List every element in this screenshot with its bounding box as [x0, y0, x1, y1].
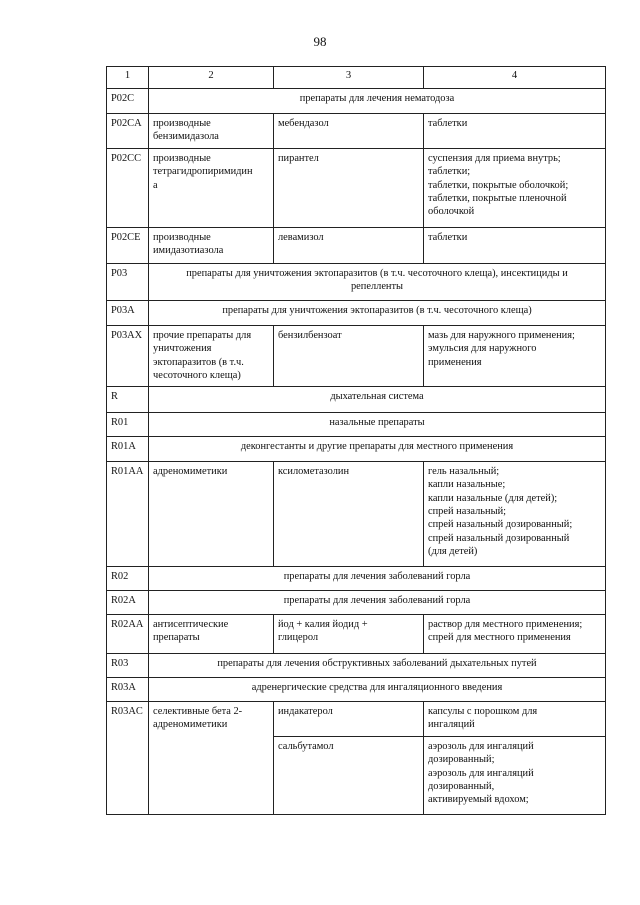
- section-title: [149, 437, 606, 462]
- drug-group-line: уничтожения: [153, 343, 212, 355]
- drug-name: [274, 114, 424, 149]
- section-title: [149, 591, 606, 615]
- section-title: [149, 567, 606, 591]
- drug-name-line: йод + калия йодид +: [278, 619, 368, 630]
- dosage-forms: [424, 149, 606, 228]
- dosage-forms: [424, 615, 606, 654]
- table-header-row: [107, 67, 606, 89]
- section-row: [107, 654, 606, 678]
- section-title-line: препараты для лечения обструктивных заболеваний дыхательных путей: [217, 658, 537, 669]
- drug-group: [149, 326, 274, 387]
- dosage-forms-line: капсулы с порошком для: [428, 706, 538, 717]
- drug-group-line: производные: [153, 118, 211, 129]
- atc-code-line: P02CA: [111, 118, 142, 129]
- drug-name-line: мебендазол: [278, 118, 329, 129]
- drug-name: [274, 326, 424, 387]
- section-row: [107, 264, 606, 301]
- dosage-forms-line: спрей назальный дозированный;: [428, 519, 573, 531]
- dosage-forms-line: гель назальный;: [428, 466, 500, 477]
- section-title: [149, 413, 606, 437]
- drug-name-line: левамизол: [278, 232, 324, 243]
- atc-code: [107, 228, 149, 264]
- section-title-line: назальные препараты: [329, 417, 425, 428]
- section-title-line: препараты для лечения нематодоза: [299, 93, 455, 104]
- drug-row: [107, 615, 606, 654]
- section-title-line: препараты для уничтожения эктопаразитов (в т.ч. чесоточного клеща), инсектициды и: [186, 268, 568, 279]
- atc-code: [107, 567, 149, 591]
- dosage-forms: [424, 326, 606, 387]
- atc-code-line: P02CC: [111, 153, 142, 164]
- drug-group: [149, 615, 274, 654]
- dosage-forms: [424, 228, 606, 264]
- drug-group-line: адреномиметики: [153, 719, 228, 731]
- dosage-forms-line: эмульсия для наружного: [428, 343, 537, 355]
- dosage-forms-line: применения: [428, 356, 482, 368]
- dosage-forms-line: таблетки: [428, 232, 468, 243]
- drug-group-line: селективные бета 2-: [153, 706, 243, 717]
- drug-group: [149, 702, 274, 815]
- section-row: [107, 89, 606, 114]
- atc-code-line: P02CE: [111, 232, 141, 243]
- page-number: 98: [313, 34, 327, 49]
- atc-code-line: R02: [111, 571, 129, 582]
- dosage-forms-line: спрей назальный дозированный: [428, 532, 570, 544]
- dosage-forms: [424, 462, 606, 567]
- section-title: [149, 89, 606, 114]
- drug-name-line: ксилометазолин: [278, 466, 350, 477]
- section-title: [149, 264, 606, 301]
- dosage-forms-line: аэрозоль для ингаляций: [428, 741, 534, 752]
- section-title: [149, 301, 606, 326]
- drug-name: [274, 615, 424, 654]
- drug-row: [107, 326, 606, 387]
- drug-row: [107, 228, 606, 264]
- drug-group-line: бензимидазола: [153, 131, 219, 143]
- dosage-forms-line: активируемый вдохом;: [428, 794, 529, 806]
- drug-name-line: сальбутамол: [278, 741, 334, 752]
- dosage-forms-line: таблетки, покрытые оболочкой;: [428, 179, 569, 191]
- drug-group-line: имидазотиазола: [153, 245, 224, 257]
- atc-code-line: R01A: [111, 441, 136, 452]
- section-title: [149, 678, 606, 702]
- drug-name-line: индакатерол: [278, 706, 333, 717]
- dosage-forms: [424, 737, 606, 815]
- atc-code-line: R01: [111, 417, 129, 428]
- drug-group-line: чесоточного клеща): [153, 369, 241, 381]
- drug-name: [274, 228, 424, 264]
- drug-name: [274, 149, 424, 228]
- column-header: 3: [274, 67, 424, 89]
- section-title-line: деконгестанты и другие препараты для местного применения: [240, 441, 514, 452]
- drug-name-line: бензилбензоат: [278, 330, 342, 341]
- drug-group-line: препараты: [153, 632, 200, 644]
- atc-code: [107, 678, 149, 702]
- drug-group-line: а: [153, 179, 158, 191]
- dosage-forms-line: дозированный,: [428, 780, 495, 792]
- column-header: 2: [149, 67, 274, 89]
- atc-code: [107, 437, 149, 462]
- dosage-forms-line: дозированный;: [428, 754, 495, 766]
- drug-row: [107, 702, 606, 737]
- section-row: [107, 567, 606, 591]
- drug-row: [107, 149, 606, 228]
- drug-group-line: прочие препараты для: [153, 330, 252, 341]
- drug-name-line: пирантел: [278, 153, 319, 164]
- atc-code: [107, 413, 149, 437]
- section-row: [107, 301, 606, 326]
- atc-code-line: R03: [111, 658, 129, 669]
- dosage-forms-line: раствор для местного применения;: [428, 619, 583, 630]
- dosage-forms-line: мазь для наружного применения;: [428, 330, 575, 341]
- drug-name: [274, 702, 424, 737]
- section-title: [149, 387, 606, 413]
- drug-group-line: адреномиметики: [153, 466, 228, 477]
- atc-code-line: R03A: [111, 682, 136, 693]
- section-title-line: репелленты: [350, 281, 404, 293]
- drug-name: [274, 737, 424, 815]
- drug-group-line: тетрагидропиримидин: [153, 166, 253, 178]
- atc-code: [107, 591, 149, 615]
- section-row: [107, 591, 606, 615]
- atc-code: [107, 114, 149, 149]
- dosage-forms-line: суспензия для приема внутрь;: [428, 153, 561, 164]
- atc-code-line: R02A: [111, 595, 136, 606]
- section-row: [107, 413, 606, 437]
- section-row: [107, 387, 606, 413]
- table-body: [107, 89, 606, 815]
- section-row: [107, 437, 606, 462]
- dosage-forms-line: спрей назальный;: [428, 505, 507, 517]
- dosage-forms-line: аэрозоль для ингаляций: [428, 767, 534, 779]
- atc-code: [107, 654, 149, 678]
- atc-code: [107, 702, 149, 815]
- atc-code: [107, 462, 149, 567]
- dosage-forms-line: оболочкой: [428, 206, 475, 218]
- medication-table: [106, 66, 606, 815]
- column-header: 1: [107, 67, 149, 89]
- drug-row: [107, 114, 606, 149]
- dosage-forms-line: ингаляций: [428, 719, 475, 731]
- dosage-forms-line: капли назальные;: [428, 479, 506, 491]
- section-title-line: препараты для лечения заболеваний горла: [283, 571, 471, 582]
- section-title-line: препараты для лечения заболеваний горла: [283, 595, 471, 606]
- atc-code-line: R03AC: [111, 706, 143, 717]
- drug-group: [149, 149, 274, 228]
- atc-code-line: R: [111, 391, 118, 402]
- atc-code: [107, 387, 149, 413]
- drug-row: [107, 462, 606, 567]
- drug-name: [274, 462, 424, 567]
- atc-code: [107, 89, 149, 114]
- atc-code-line: P03A: [111, 305, 135, 316]
- dosage-forms-line: капли назальные (для детей);: [428, 492, 558, 504]
- drug-group: [149, 228, 274, 264]
- atc-code-line: R01AA: [111, 466, 144, 477]
- section-title-line: адренергические средства для ингаляционного введения: [251, 682, 503, 693]
- atc-code: [107, 149, 149, 228]
- drug-group-line: эктопаразитов (в т.ч.: [153, 356, 244, 368]
- drug-name-line: глицерол: [278, 632, 319, 644]
- dosage-forms-line: спрей для местного применения: [428, 632, 571, 644]
- dosage-forms-line: таблетки: [428, 118, 468, 129]
- section-title-line: дыхательная система: [330, 391, 424, 402]
- atc-code-line: P03AX: [111, 330, 143, 341]
- atc-code-line: R02AA: [111, 619, 144, 630]
- column-header: 4: [424, 67, 606, 89]
- drug-group: [149, 462, 274, 567]
- atc-code-line: P03: [111, 268, 128, 279]
- dosage-forms-line: (для детей): [428, 545, 478, 557]
- atc-code: [107, 264, 149, 301]
- dosage-forms-line: таблетки, покрытые пленочной: [428, 192, 567, 204]
- dosage-forms: [424, 702, 606, 737]
- section-title-line: препараты для уничтожения эктопаразитов (в т.ч. чесоточного клеща): [222, 305, 532, 316]
- atc-code: [107, 326, 149, 387]
- drug-group-line: производные: [153, 153, 211, 164]
- drug-group: [149, 114, 274, 149]
- drug-group-line: производные: [153, 232, 211, 243]
- section-row: [107, 678, 606, 702]
- section-title: [149, 654, 606, 678]
- atc-code-line: P02C: [111, 93, 135, 104]
- atc-code: [107, 615, 149, 654]
- atc-code: [107, 301, 149, 326]
- dosage-forms-line: таблетки;: [428, 166, 471, 178]
- dosage-forms: [424, 114, 606, 149]
- drug-group-line: антисептические: [153, 619, 229, 630]
